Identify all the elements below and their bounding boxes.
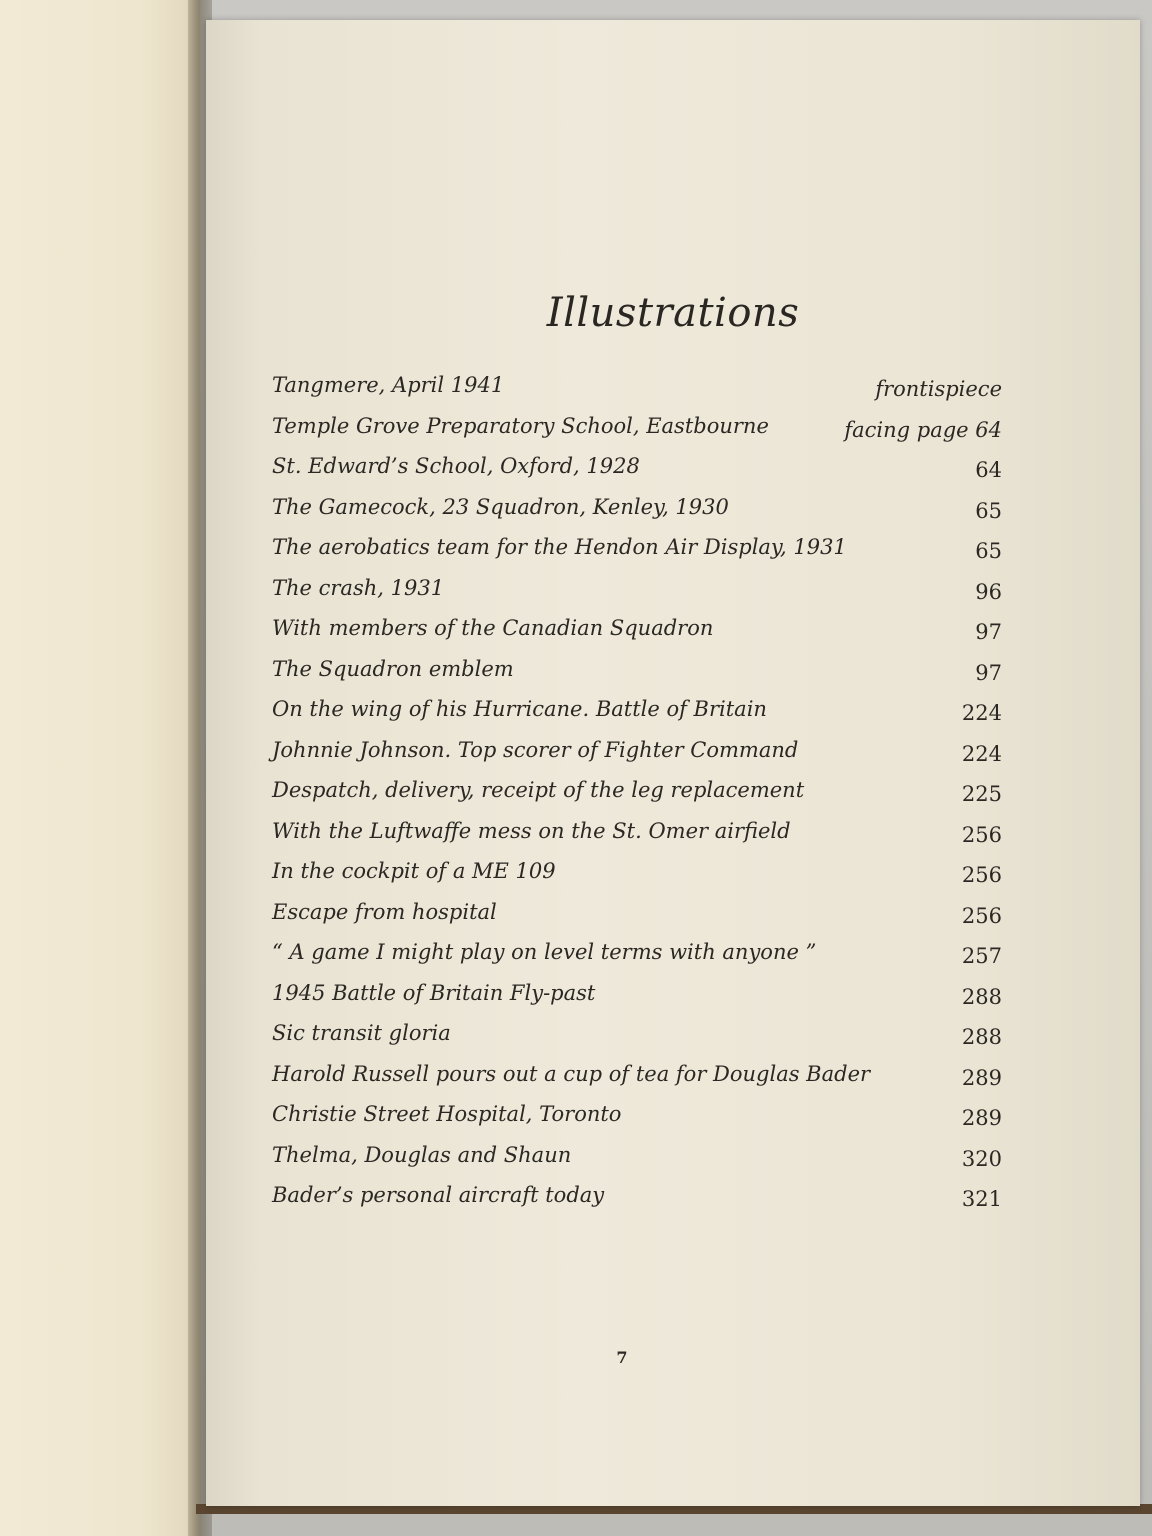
illustration-entry xyxy=(272,1175,1002,1216)
illustration-entry xyxy=(272,892,1002,933)
illustration-entry xyxy=(272,932,1002,973)
illustration-caption: The crash, 1931 xyxy=(272,575,445,600)
illustration-caption: Johnnie Johnson. Top scorer of Fighter Command xyxy=(272,737,799,762)
illustration-caption: The Squadron emblem xyxy=(272,656,514,681)
illustration-caption: “ A game I might play on level terms with anyone ” xyxy=(272,940,817,964)
page-title: Illustrations xyxy=(546,290,800,336)
illustration-caption: Harold Russell pours out a cup of tea for Douglas Bader xyxy=(272,1061,871,1086)
illustration-page-ref: 321 xyxy=(961,1187,1002,1211)
illustration-entry xyxy=(272,446,1002,487)
illustration-page-ref: 96 xyxy=(975,579,1002,604)
illustration-page-ref: 320 xyxy=(961,1146,1002,1171)
page-number: 7 xyxy=(616,1348,628,1367)
illustration-caption: Christie Street Hospital, Toronto xyxy=(272,1102,622,1126)
book-page xyxy=(206,20,1140,1506)
illustration-page-ref: 97 xyxy=(975,660,1002,685)
illustration-entry xyxy=(272,608,1002,649)
illustration-page-ref: 97 xyxy=(975,620,1002,644)
illustration-entry xyxy=(272,649,1002,690)
illustration-entry xyxy=(272,406,1002,447)
illustration-page-ref: 224 xyxy=(961,741,1002,766)
illustration-caption: St. Edward’s School, Oxford, 1928 xyxy=(272,454,640,478)
illustration-page-ref: 224 xyxy=(961,701,1002,725)
illustration-page-ref: 64 xyxy=(975,458,1002,482)
illustration-entry xyxy=(272,811,1002,852)
illustration-caption: Escape from hospital xyxy=(272,899,497,924)
illustration-page-ref: 257 xyxy=(961,944,1002,968)
illustration-entry xyxy=(272,851,1002,892)
illustration-page-ref: 288 xyxy=(961,984,1002,1009)
illustration-entry xyxy=(272,1054,1002,1095)
illustration-caption: 1945 Battle of Britain Fly-past xyxy=(272,980,596,1005)
illustration-page-ref: 225 xyxy=(961,782,1002,806)
illustration-entry xyxy=(272,973,1002,1014)
illustration-caption: Temple Grove Preparatory School, Eastbourne xyxy=(272,413,769,438)
illustration-caption: Bader’s personal aircraft today xyxy=(272,1183,605,1207)
illustration-entry xyxy=(272,730,1002,771)
illustration-entry xyxy=(272,1013,1002,1054)
illustration-page-ref: 288 xyxy=(961,1025,1002,1049)
illustration-entry xyxy=(272,527,1002,568)
illustration-caption: Tangmere, April 1941 xyxy=(272,373,505,397)
illustration-entry xyxy=(272,568,1002,609)
illustration-page-ref: 289 xyxy=(961,1106,1002,1130)
illustration-page-ref: 65 xyxy=(975,539,1002,563)
illustration-entry xyxy=(272,770,1002,811)
illustration-entry xyxy=(272,1094,1002,1135)
left-facing-page xyxy=(0,0,200,1536)
illustration-caption: Sic transit gloria xyxy=(272,1021,451,1045)
illustration-caption: Despatch, delivery, receipt of the leg replacement xyxy=(272,778,805,802)
illustration-entry xyxy=(272,689,1002,730)
illustration-caption: The Gamecock, 23 Squadron, Kenley, 1930 xyxy=(272,494,729,519)
illustration-page-ref: facing page 64 xyxy=(844,417,1002,442)
illustration-entry xyxy=(272,1135,1002,1176)
illustration-entry xyxy=(272,365,1002,406)
illustration-page-ref: 256 xyxy=(961,822,1002,847)
illustration-page-ref: 65 xyxy=(975,498,1002,523)
illustration-caption: With the Luftwaffe mess on the St. Omer airfield xyxy=(272,818,791,843)
illustration-page-ref: 256 xyxy=(961,863,1002,887)
illustration-page-ref: 289 xyxy=(961,1065,1002,1090)
illustration-caption: On the wing of his Hurricane. Battle of Britain xyxy=(272,697,767,721)
illustration-caption: Thelma, Douglas and Shaun xyxy=(272,1142,572,1167)
illustration-caption: With members of the Canadian Squadron xyxy=(272,616,714,640)
illustration-page-ref: 256 xyxy=(961,903,1002,928)
illustrations-list xyxy=(272,365,1002,1216)
illustration-caption: In the cockpit of a ME 109 xyxy=(272,859,556,883)
illustration-page-ref: frontispiece xyxy=(875,377,1002,401)
illustration-caption: The aerobatics team for the Hendon Air Display, 1931 xyxy=(272,535,847,559)
illustration-entry xyxy=(272,487,1002,528)
